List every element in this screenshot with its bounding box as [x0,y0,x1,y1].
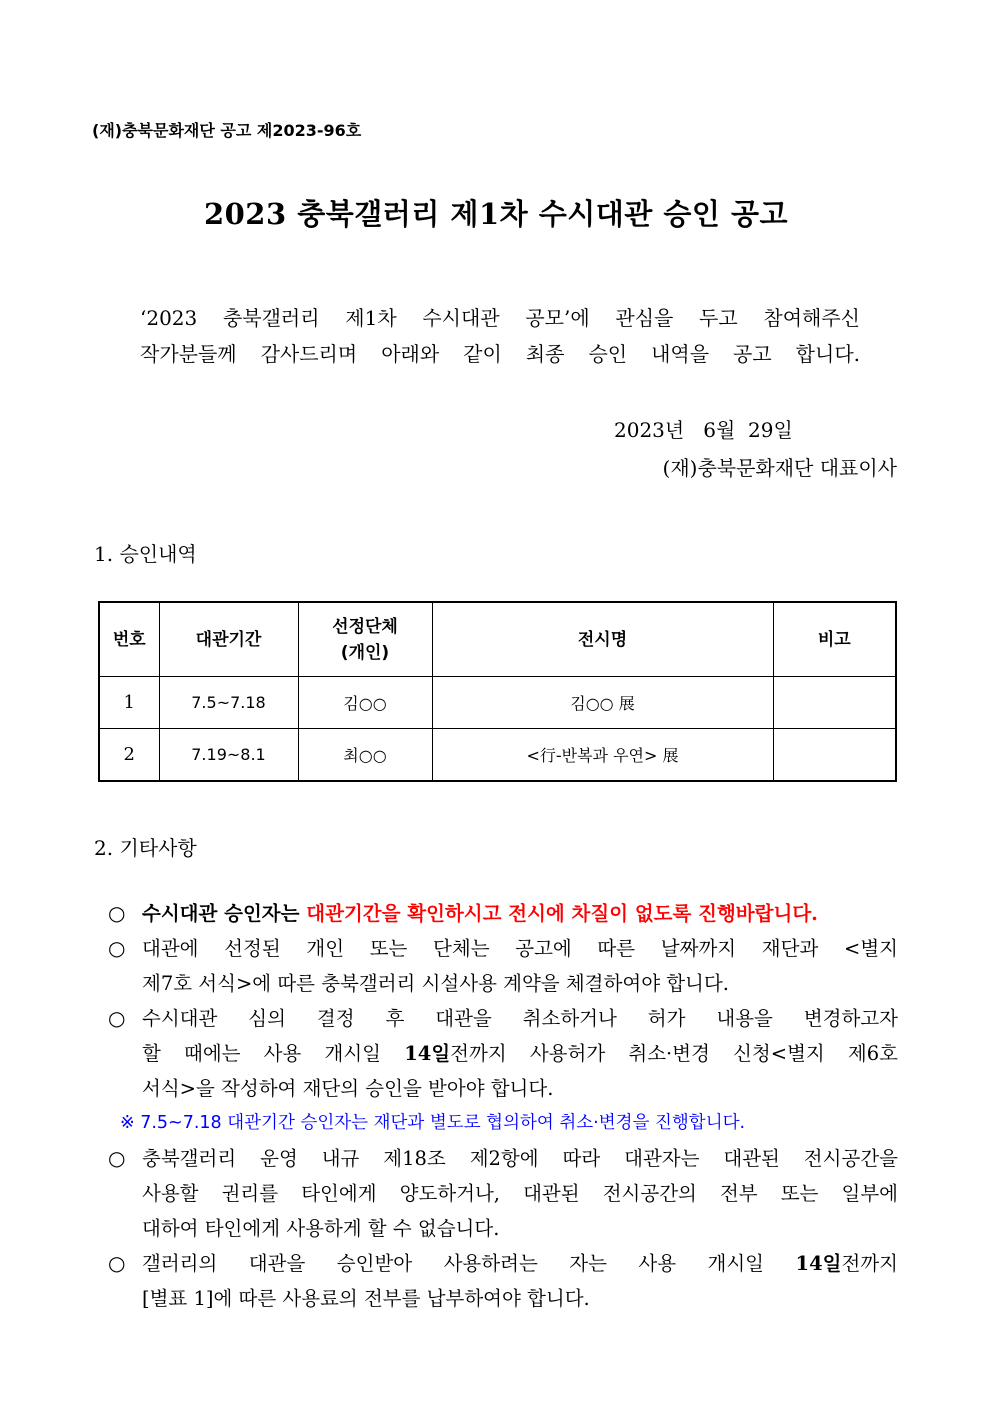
note-1-highlight: 대관기간을 확인하시고 전시에 차질이 없도록 진행바랍니다. [306,902,818,925]
note-3-deadline: 14일 [404,1042,451,1065]
table-row [99,729,896,782]
note-1-lead: 수시대관 승인자는 [142,902,307,925]
note-item [108,1001,898,1106]
special-note: ※ 7.5~7.18 대관기간 승인자는 재단과 별도로 협의하여 취소·변경을 진행합니다. [120,1113,746,1133]
row-group: 최○○ [298,729,432,782]
table-header-row [99,602,896,677]
intro-line-1: ‘2023 충북갤러리 제1차 수시대관 공모’에 관심을 두고 참여해주신 [140,306,860,330]
notes-list [108,896,898,1316]
note-3-line-2 [142,1036,898,1071]
section-other-heading: 2. 기타사항 [94,836,197,860]
note-item [108,1246,898,1316]
circle-bullet-icon: ○ [108,936,126,960]
header-remark: 비고 [773,602,896,677]
note-5-line-1 [142,1246,898,1281]
note-4-line-3: 대하여 타인에게 사용하게 할 수 없습니다. [142,1217,500,1240]
row-remark [773,729,896,782]
note-4-line-1: 충북갤러리 운영 내규 제18조 제2항에 따라 대관자는 대관된 전시공간을 [142,1147,898,1170]
approval-table [98,601,897,782]
circle-bullet-icon: ○ [108,1006,126,1030]
note-2-line-1: 대관에 선정된 개인 또는 단체는 공고에 따른 날짜까지 재단과 <별지 [142,937,898,960]
circle-bullet-icon: ○ [108,901,126,925]
note-5-deadline: 14일 [795,1252,842,1275]
note-5-text: 갤러리의 대관을 승인받아 사용하려는 자는 사용 개시일 [142,1252,796,1275]
note-5-text: 전까지 [841,1252,898,1275]
row-group: 김○○ [298,677,432,729]
note-4-line-2: 사용할 권리를 타인에게 양도하거나, 대관된 전시공간의 전부 또는 일부에 [142,1182,898,1205]
notice-date: 2023년 6월 29일 [614,418,793,442]
note-item [108,931,898,1001]
table-row [99,677,896,729]
intro-paragraph [140,300,860,372]
header-group [298,602,432,677]
row-number: 2 [99,729,159,782]
row-period: 7.19~8.1 [159,729,298,782]
row-exhibition: <行-반복과 우연> 展 [432,729,773,782]
section-approval-heading: 1. 승인내역 [94,542,197,566]
header-exhibition: 전시명 [432,602,773,677]
note-item [108,896,898,931]
circle-bullet-icon: ○ [108,1251,126,1275]
row-period: 7.5~7.18 [159,677,298,729]
circle-bullet-icon: ○ [108,1146,126,1170]
header-group-label: 선정단체 (개인) [332,616,398,663]
header-period: 대관기간 [159,602,298,677]
row-number: 1 [99,677,159,729]
note-3-line-1: 수시대관 심의 결정 후 대관을 취소하거나 허가 내용을 변경하고자 [142,1007,898,1030]
row-exhibition: 김○○ 展 [432,677,773,729]
note-3-text: 할 때에는 사용 개시일 [142,1042,405,1065]
notice-number: (재)충북문화재단 공고 제2023-96호 [92,121,362,140]
signer: (재)충북문화재단 대표이사 [662,456,897,480]
header-number: 번호 [99,602,159,677]
note-5-line-2: [별표 1]에 따른 사용료의 전부를 납부하여야 합니다. [142,1287,590,1310]
note-item [108,1141,898,1246]
note-2-line-2: 제7호 서식>에 따른 충북갤러리 시설사용 계약을 체결하여야 합니다. [142,972,729,995]
intro-line-2: 작가분들께 감사드리며 아래와 같이 최종 승인 내역을 공고 합니다. [140,342,860,366]
page-title: 2023 충북갤러리 제1차 수시대관 승인 공고 [203,197,789,231]
note-3-text: 전까지 사용허가 취소·변경 신청<별지 제6호 [450,1042,898,1065]
note-3-line-3: 서식>을 작성하여 재단의 승인을 받아야 합니다. [142,1077,554,1100]
row-remark [773,677,896,729]
